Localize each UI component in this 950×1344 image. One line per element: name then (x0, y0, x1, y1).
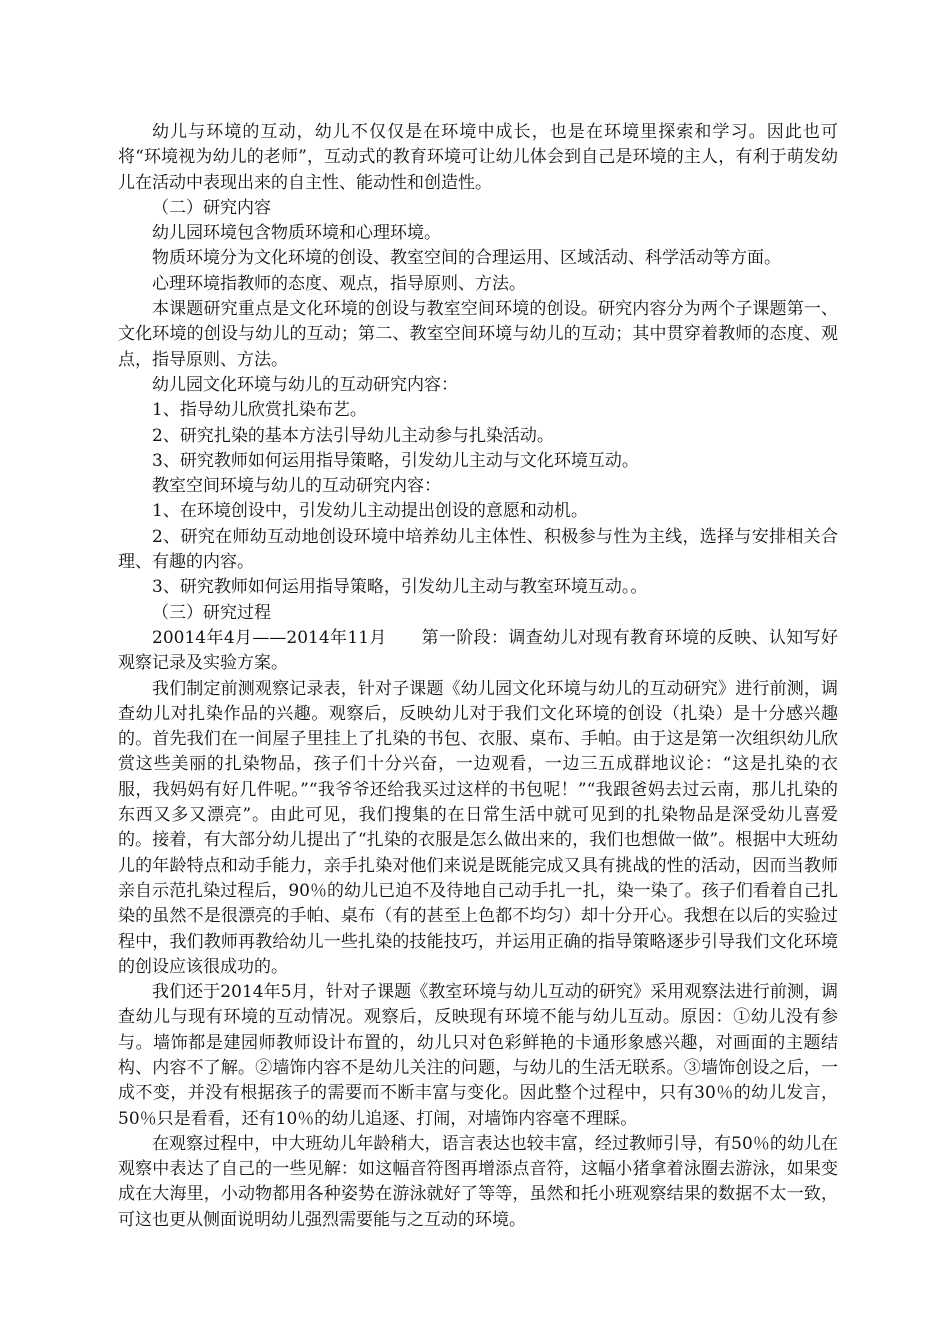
list-item: 2、研究在师幼互动地创设环境中培养幼儿主体性、积极参与性为主线，选择与安排相关合理、有趣的内容。 (118, 526, 838, 573)
paragraph: 我们还于2014年5月，针对子课题《教室环境与幼儿互动的研究》采用观察法进行前测，调查幼儿与现有环境的互动情况。观察后，反映现有环境不能与幼儿互动。原因：①幼儿没有参与。墙饰都是建园师教师设计布置的，幼儿只对色彩鲜艳的卡通形象感兴趣，对画面的主题结构、内容不了解。②墙饰内容不是幼儿关注的问题，与幼儿的生活无联系。③墙饰创设之后，一成不变，并没有根据孩子的需要而不断丰富与变化。因此整个过程中，只有30％的幼儿发言，50％只是看看，还有10％的幼儿追逐、打闹，对墙饰内容毫不理睬。 (118, 982, 838, 1129)
paragraph-phase-one: 20014年4月——2014年11月 第一阶段：调查幼儿对现有教育环境的反映、认知写好观察记录及实验方案。 (118, 627, 838, 674)
list-item: 1、在环境创设中，引发幼儿主动提出创设的意愿和动机。 (152, 501, 588, 522)
paragraph: 本课题研究重点是文化环境的创设与教室空间环境的创设。研究内容分为两个子课题第一、文化环境的创设与幼儿的互动；第二、教室空间环境与幼儿的互动；其中贯穿着教师的态度、观点，指导原则、方法。 (118, 299, 838, 370)
paragraph: 教室空间环境与幼儿的互动研究内容： (152, 476, 441, 497)
paragraph: 物质环境分为文化环境的创设、教室空间的合理运用、区域活动、科学活动等方面。 (152, 248, 781, 269)
paragraph: 幼儿园环境包含物质环境和心理环境。 (152, 223, 441, 244)
paragraph: 心理环境指教师的态度、观点，指导原则、方法。 (152, 273, 526, 294)
list-item: 1、指导幼儿欣赏扎染布艺。 (152, 400, 367, 421)
paragraph-intro: 幼儿与环境的互动，幼儿不仅仅是在环境中成长，也是在环境里探索和学习。因此也可将“环境视为幼儿的老师”，互动式的教育环境可让幼儿体会到自己是环境的主人，有利于萌发幼儿在活动中表现出来的自主性、能动性和创造性。 (118, 122, 838, 193)
list-item: 3、研究教师如何运用指导策略，引发幼儿主动与教室环境互动。。 (152, 577, 648, 598)
paragraph: 我们制定前测观察记录表，针对子课题《幼儿园文化环境与幼儿的互动研究》进行前测，调查幼儿对扎染作品的兴趣。观察后，反映幼儿对于我们文化环境的创设（扎染）是十分感兴趣的。首先我们在一间屋子里挂上了扎染的书包、衣服、桌布、手帕。由于这是第一次组织幼儿欣赏这些美丽的扎染物品，孩子们十分兴奋，一边观看，一边三五成群地议论：“这是扎染的衣服，我妈妈有好几件呢。”“我爷爷还给我买过这样的书包呢！”“我跟爸妈去过云南，那儿扎染的东西又多又漂亮”。由此可见，我们搜集的在日常生活中就可见到的扎染物品是深受幼儿喜爱的。接着，有大部分幼儿提出了“扎染的衣服是怎么做出来的，我们也想做一做”。根据中大班幼儿的年龄特点和动手能力，亲手扎染对他们来说是既能完成又具有挑战的性的活动，因而当教师亲自示范扎染过程后，90％的幼儿已迫不及待地自己动手扎一扎，染一染了。孩子们看着自己扎染的虽然不是很漂亮的手帕、桌布（有的甚至上色都不均匀）却十分开心。我想在以后的实验过程中，我们教师再教给幼儿一些扎染的技能技巧，并运用正确的指导策略逐步引导我们文化环境的创设应该很成功的。 (118, 678, 838, 977)
list-item: 2、研究扎染的基本方法引导幼儿主动参与扎染活动。 (152, 425, 554, 446)
section-heading-research-process: （三）研究过程 (152, 602, 271, 623)
document-body (118, 120, 838, 1233)
paragraph: 在观察过程中，中大班幼儿年龄稍大，语言表达也较丰富，经过教师引导，有50％的幼儿在观察中表达了自己的一些见解：如这幅音符图再增添点音符，这幅小猪拿着泳圈去游泳，如果变成在大海里，小动物都用各种姿势在游泳就好了等等，虽然和托小班观察结果的数据不太一致，可这也更从侧面说明幼儿强烈需要能与之互动的环境。 (118, 1133, 838, 1230)
list-item: 3、研究教师如何运用指导策略，引发幼儿主动与文化环境互动。 (152, 450, 639, 471)
section-heading-research-content: （二）研究内容 (152, 197, 271, 218)
paragraph: 幼儿园文化环境与幼儿的互动研究内容： (152, 374, 458, 395)
